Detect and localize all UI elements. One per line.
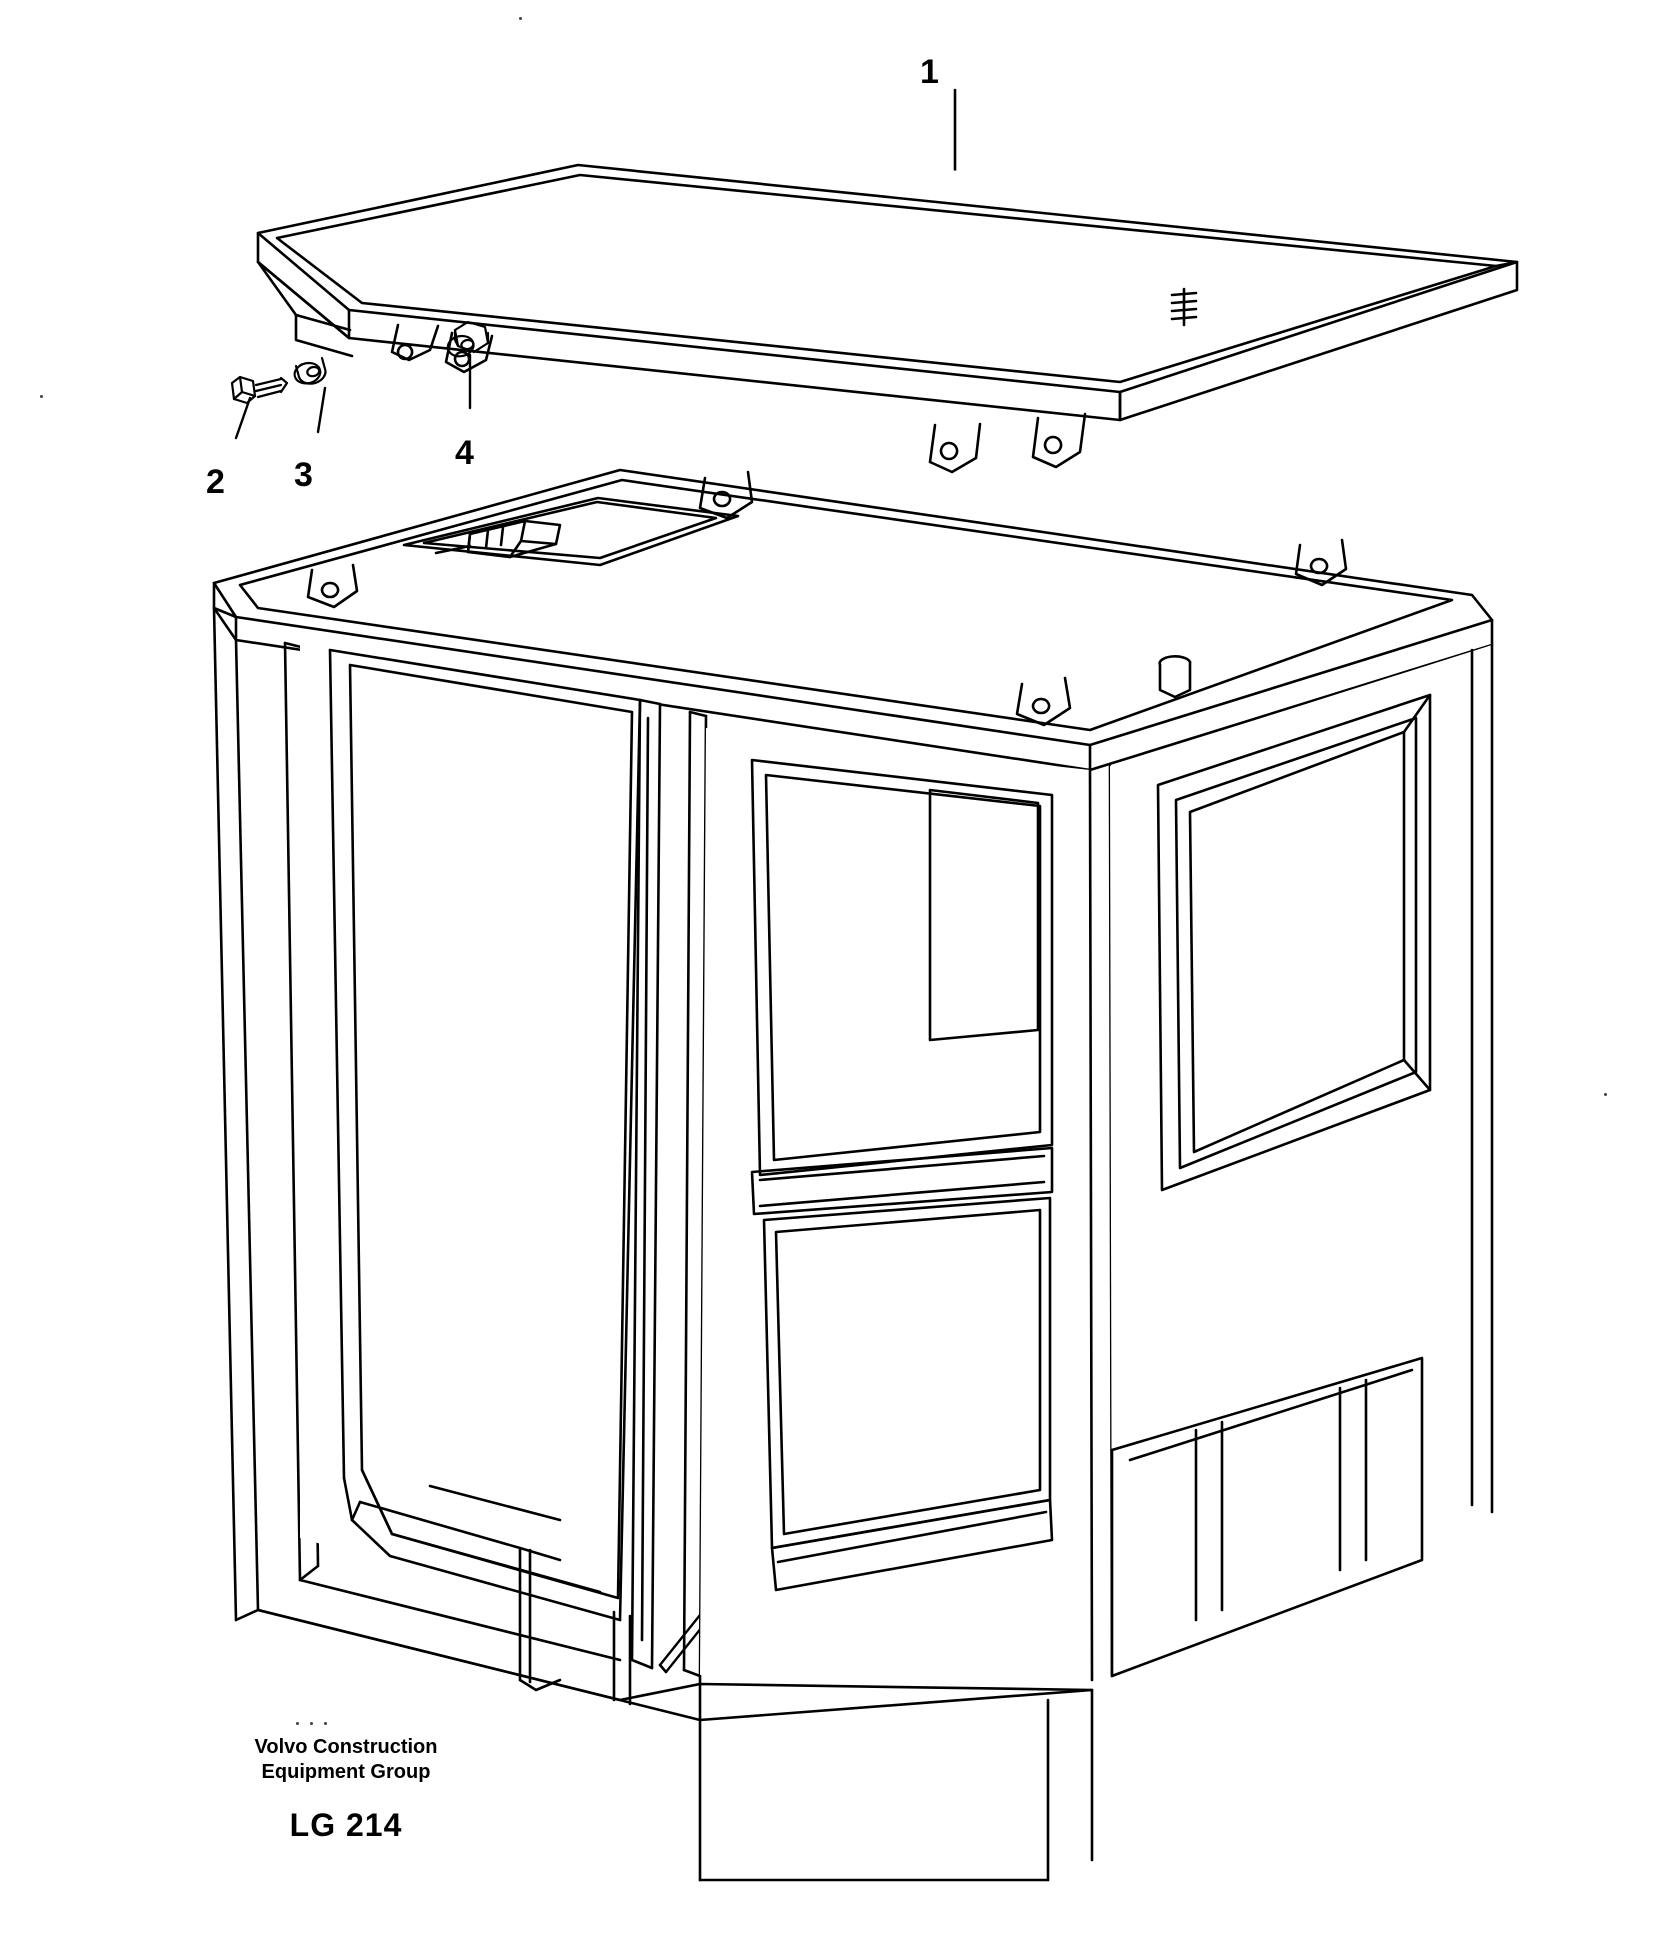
cab-body (214, 470, 1492, 1880)
scan-speck (1604, 1093, 1607, 1096)
callout-number-1: 1 (920, 53, 939, 91)
callout-leader-3 (318, 388, 325, 432)
scan-speck (519, 17, 522, 20)
callout-leader-2 (236, 398, 250, 438)
roof-panel (258, 155, 1517, 472)
scan-speck (40, 395, 43, 398)
callout-number-4: 4 (455, 434, 474, 472)
publisher-line-1: Volvo Construction (254, 1736, 438, 1758)
scan-speck (324, 1722, 327, 1725)
footer-block (186, 1735, 506, 1844)
callout-number-3: 3 (294, 456, 313, 494)
publisher-line-2: Equipment Group (261, 1761, 431, 1783)
plate-code: LG 214 (289, 1807, 403, 1843)
bolt-part-2 (232, 377, 287, 403)
washer-part-3 (295, 358, 326, 384)
callout-number-2: 2 (206, 463, 225, 501)
scan-speck (296, 1722, 299, 1725)
scan-speck (310, 1722, 313, 1725)
